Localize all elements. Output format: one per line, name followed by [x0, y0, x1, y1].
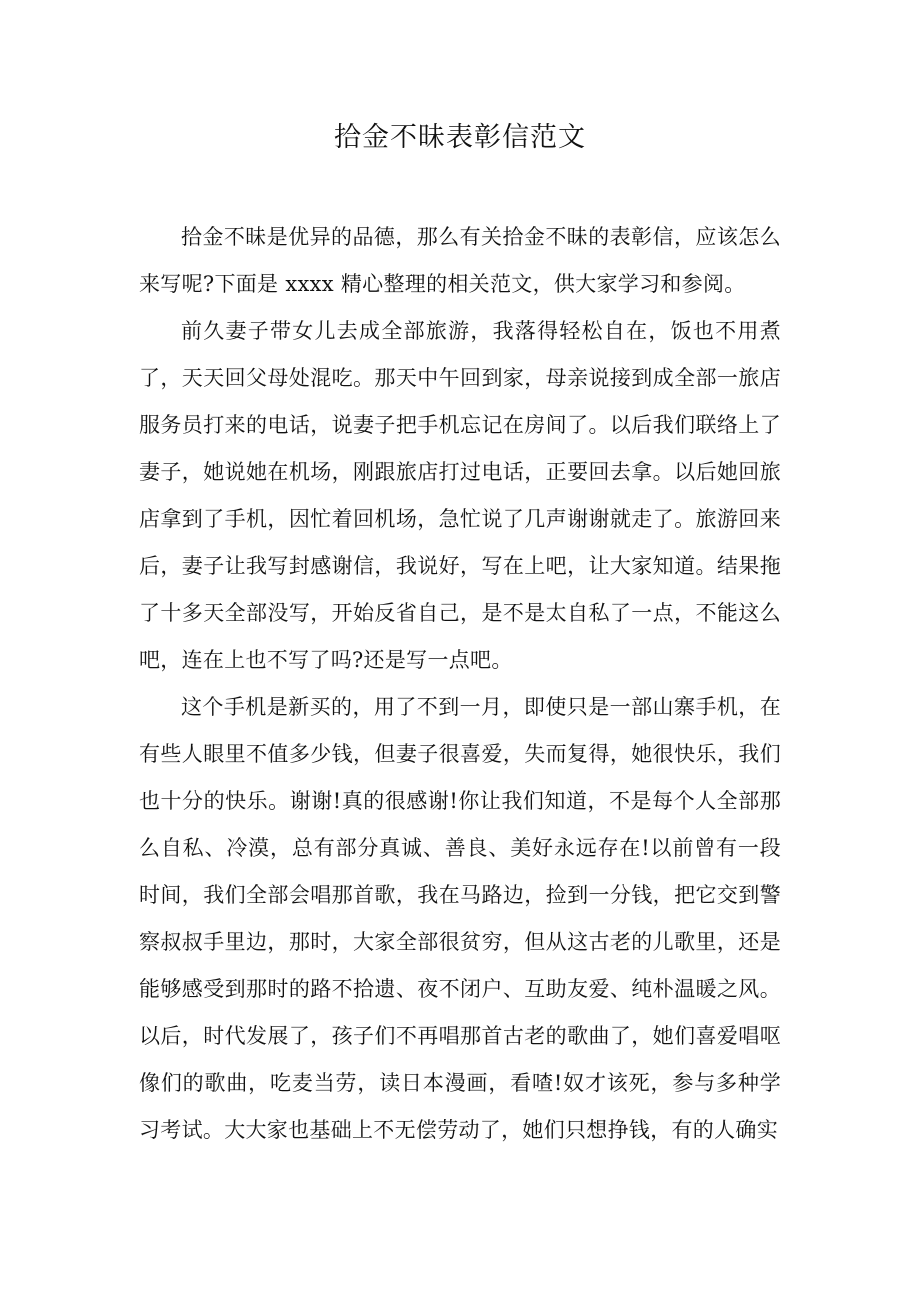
document-title: 拾金不昧表彰信范文: [334, 122, 586, 153]
document-body: [139, 214, 781, 1154]
paragraph-reflection: 这个手机是新买的，用了不到一月，即使只是一部山寨手机，在有些人眼里不值多少钱，但妻子很喜爱，失而复得，她很快乐，我们也十分的快乐。谢谢!真的很感谢!你让我们知道，不是每个人全部那么自私、冷漠，总有部分真诚、善良、美好永远存在!以前曾有一段时间，我们全部会唱那首歌，我在马路边，捡到一分钱，把它交到警察叔叔手里边，那时，大家全部很贫穷，但从这古老的儿歌里，还是能够感受到那时的路不拾遗、夜不闭户、互助友爱、纯朴温暖之风。以后，时代发展了，孩子们不再唱那首古老的歌曲了，她们喜爱唱呕像们的歌曲，吃麦当劳，读日本漫画，看喳!奴才该死，参与多种学习考试。大大家也基础上不无偿劳动了，她们只想挣钱，有的人确实: [139, 695, 781, 1142]
paragraph-intro: 拾金不昧是优异的品德，那么有关拾金不昧的表彰信，应该怎么来写呢?下面是 xxxx 精心整理的相关范文，供大家学习和参阅。: [139, 225, 781, 296]
paragraph-story: 前久妻子带女儿去成全部旅游，我落得轻松自在，饭也不用煮了，天天回父母处混吃。那天中午回到家，母亲说接到成全部一旅店服务员打来的电话，说妻子把手机忘记在房间了。以后我们联络上了妻子，她说她在机场，刚跟旅店打过电话，正要回去拿。以后她回旅店拿到了手机，因忙着回机场，急忙说了几声谢谢就走了。旅游回来后，妻子让我写封感谢信，我说好，写在上吧，让大家知道。结果拖了十多天全部没写，开始反省自己，是不是太自私了一点，不能这么吧，连在上也不写了吗?还是写一点吧。: [139, 319, 781, 672]
